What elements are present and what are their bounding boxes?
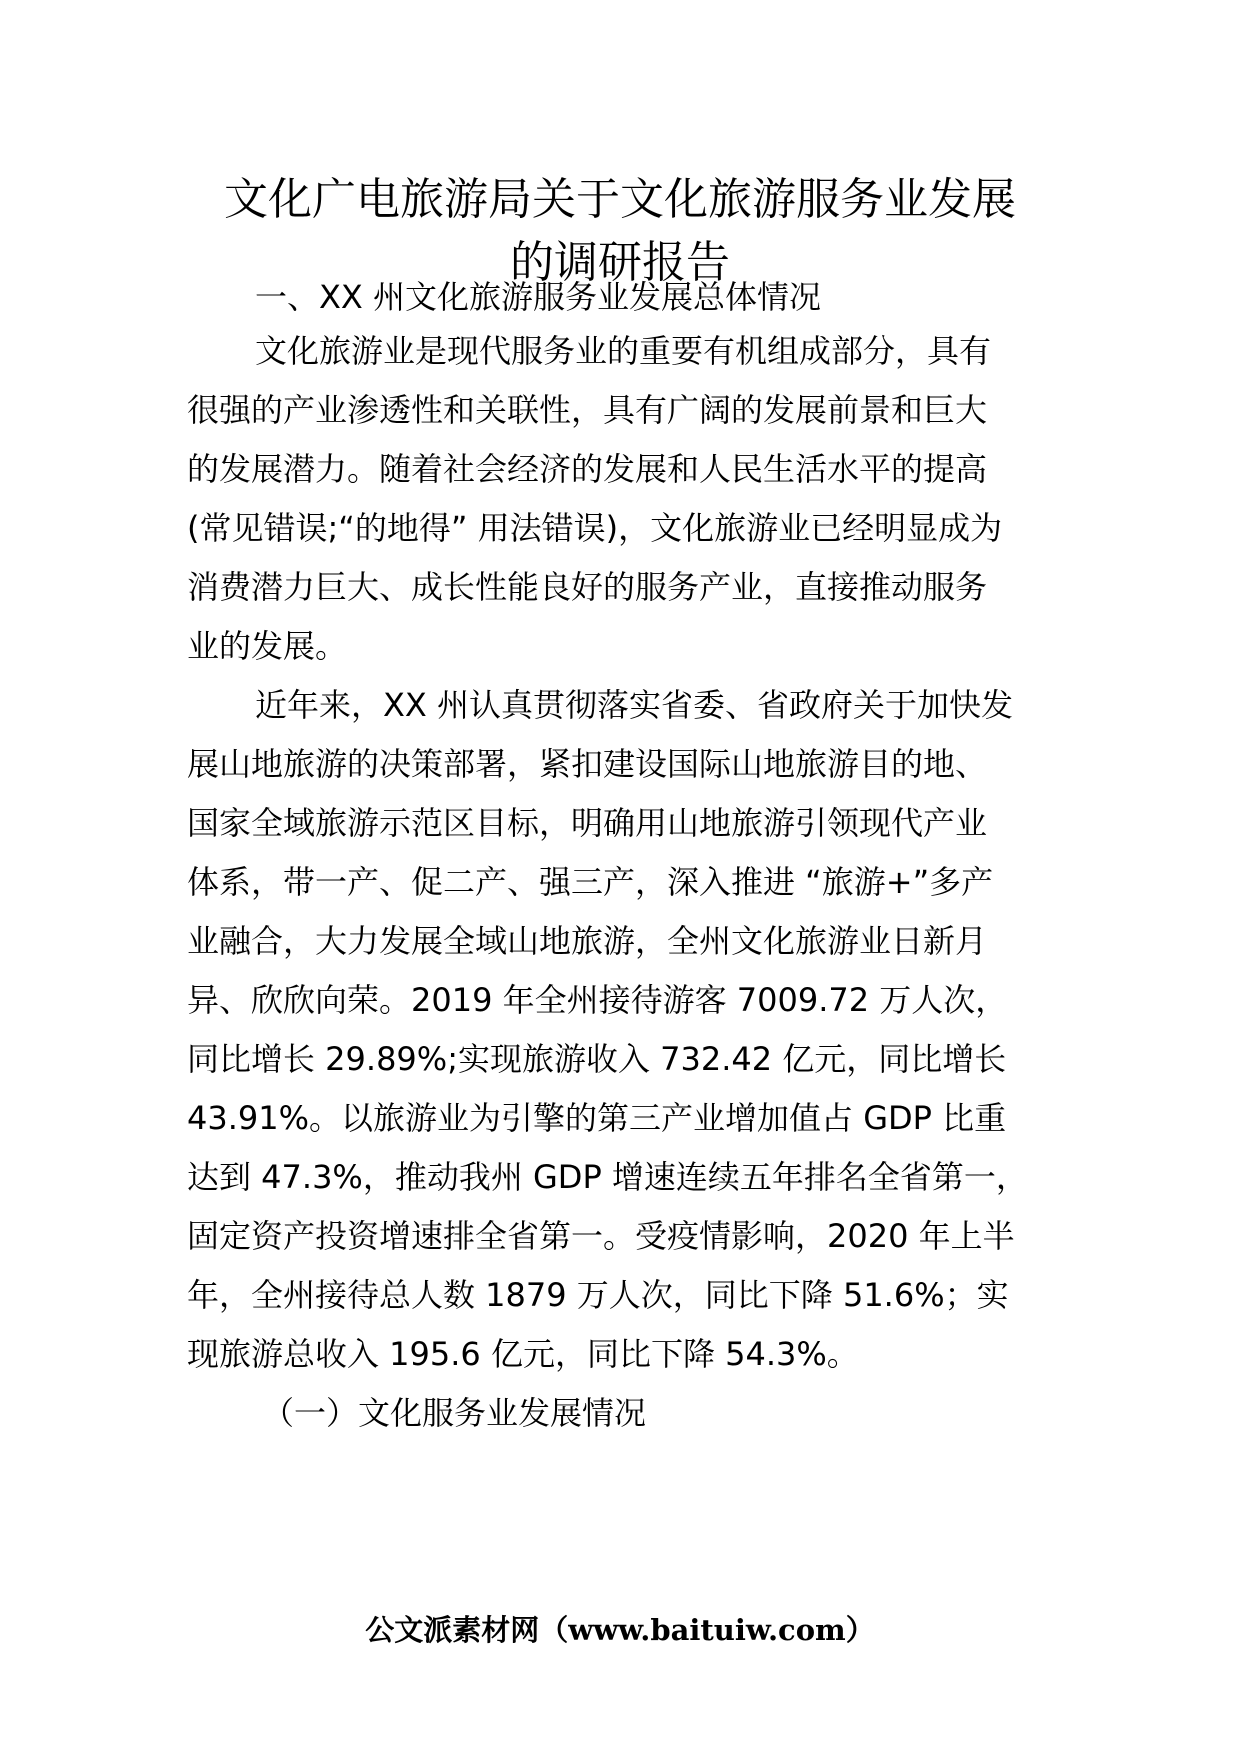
paragraph-line: 达到 47.3%，推动我州 GDP 增速连续五年排名全省第一， xyxy=(187,1158,1028,1196)
paragraph-line: 国家全域旅游示范区目标，明确用山地旅游引领现代产业 xyxy=(187,804,988,842)
paragraph-line: 消费潜力巨大、成长性能良好的服务产业，直接推动服务 xyxy=(187,568,988,606)
paragraph-line: 业的发展。 xyxy=(187,627,348,665)
paragraph-line: (常见错误;“的地得” 用法错误)，文化旅游业已经明显成为 xyxy=(187,509,1003,547)
paragraph-line: 现旅游总收入 195.6 亿元，同比下降 54.3%。 xyxy=(187,1335,859,1373)
paragraph-line: 的发展潜力。随着社会经济的发展和人民生活水平的提高 xyxy=(187,450,988,488)
document-title-line-2: 的调研报告 xyxy=(510,237,730,288)
document-title-line-1: 文化广电旅游局关于文化旅游服务业发展 xyxy=(224,174,1016,225)
paragraph-line: 文化旅游业是现代服务业的重要有机组成部分，具有 xyxy=(255,332,992,370)
paragraph-line: 同比增长 29.89%;实现旅游收入 732.42 亿元，同比增长 xyxy=(187,1040,1007,1078)
paragraph-line: 展山地旅游的决策部署，紧扣建设国际山地旅游目的地、 xyxy=(187,745,988,783)
subsection-heading: （一）文化服务业发展情况 xyxy=(262,1394,647,1432)
paragraph-line: 近年来，XX 州认真贯彻落实省委、省政府关于加快发 xyxy=(255,686,1014,724)
paragraph-line: 固定资产投资增速排全省第一。受疫情影响，2020 年上半 xyxy=(187,1217,1015,1255)
footer-watermark: 公文派素材网（www.baituiw.com） xyxy=(365,1613,875,1647)
paragraph-line: 年，全州接待总人数 1879 万人次，同比下降 51.6%；实 xyxy=(187,1276,1009,1314)
paragraph-line: 业融合，大力发展全域山地旅游，全州文化旅游业日新月 xyxy=(187,922,988,960)
paragraph-line: 体系，带一产、促二产、强三产，深入推进 “旅游+”多产 xyxy=(187,863,994,901)
paragraph-line: 43.91%。以旅游业为引擎的第三产业增加值占 GDP 比重 xyxy=(187,1099,1007,1137)
section-heading: 一、XX 州文化旅游服务业发展总体情况 xyxy=(255,278,822,316)
paragraph-line: 很强的产业渗透性和关联性，具有广阔的发展前景和巨大 xyxy=(187,391,988,429)
paragraph-line: 异、欣欣向荣。2019 年全州接待游客 7009.72 万人次， xyxy=(187,981,1008,1019)
